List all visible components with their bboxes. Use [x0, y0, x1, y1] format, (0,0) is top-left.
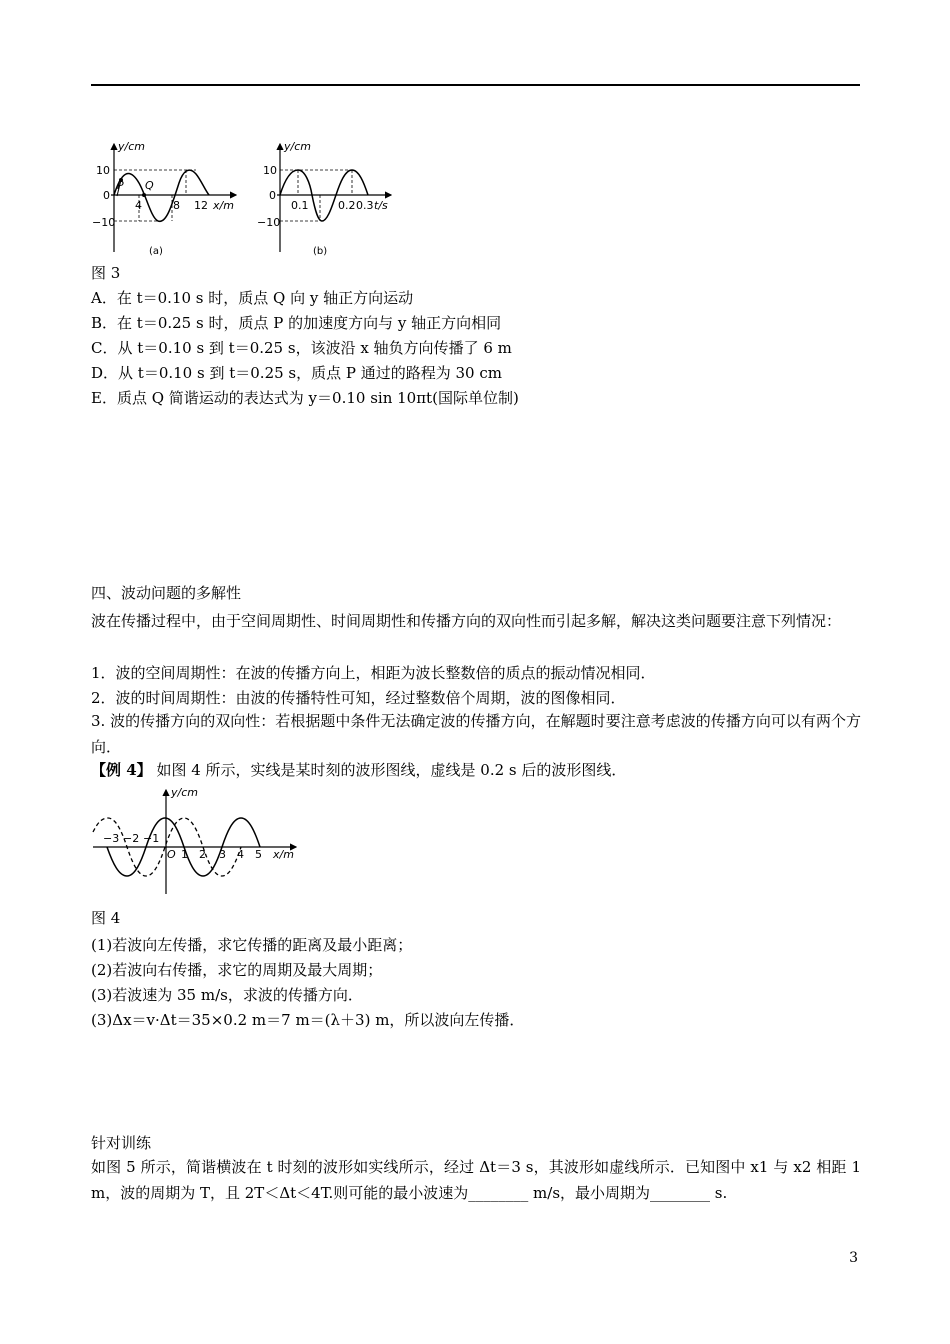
- option-e: E．质点 Q 简谐运动的表达式为 y＝0.10 sin 10πt(国际单位制): [91, 389, 519, 407]
- option-a: A．在 t＝0.10 s 时，质点 Q 向 y 轴正方向运动: [91, 289, 414, 307]
- fig4-x-tick-1: 1: [181, 848, 188, 861]
- example-4-label: 【例 4】: [91, 761, 152, 779]
- fig3a-x-tick-12: 12: [194, 199, 208, 212]
- section-4-intro: 波在传播过程中，由于空间周期性、时间周期性和传播方向的双向性而引起多解，解决这类问题要注意下列情况：: [91, 612, 842, 630]
- fig3a-x-axis: x/m: [213, 199, 234, 212]
- fig4-x-tick-neg3: −3: [103, 832, 120, 845]
- example-4-question-3: (3)若波速为 35 m/s，求波的传播方向．: [91, 986, 363, 1004]
- fig3b-x-axis: t/s: [374, 199, 388, 212]
- figure-3-caption: 图 3: [91, 264, 121, 282]
- figure-3a: [91, 138, 241, 260]
- option-b: B．在 t＝0.25 s 时，质点 P 的加速度方向与 y 轴正方向相同: [91, 314, 502, 332]
- fig3a-y-tick-neg10: −10: [92, 216, 116, 229]
- fig3b-y-tick-0: 0: [269, 189, 276, 202]
- option-c: C．从 t＝0.10 s 到 t＝0.25 s，该波沿 x 轴负方向传播了 6 m: [91, 339, 512, 357]
- fig3b-panel-label: (b): [313, 246, 328, 257]
- option-d: D．从 t＝0.10 s 到 t＝0.25 s，质点 P 通过的路程为 30 cm: [91, 364, 502, 382]
- figure-4: [91, 782, 301, 898]
- figure-4-caption: 图 4: [91, 909, 121, 927]
- fig3b-x-tick-03: 0.3: [356, 199, 374, 212]
- fig4-x-tick-2: 2: [199, 848, 206, 861]
- fig4-x-tick-neg2: −2: [123, 832, 140, 845]
- training-heading: 针对训练: [91, 1134, 152, 1152]
- example-4-answer-3: (3)Δx＝v·Δt＝35×0.2 m＝7 m＝(λ＋3) m，所以波向左传播．: [91, 1011, 525, 1029]
- fig4-origin: O: [167, 848, 176, 861]
- fig4-x-tick-4: 4: [237, 848, 244, 861]
- fig4-x-tick-3: 3: [219, 848, 226, 861]
- fig3b-y-tick-neg10: −10: [257, 216, 281, 229]
- fig3b-x-tick-01: 0.1: [291, 199, 309, 212]
- fig3b-y-tick-10: 10: [263, 164, 277, 177]
- fig3b-y-axis: y/cm: [284, 140, 311, 153]
- fig3a-y-tick-10: 10: [96, 164, 110, 177]
- page-number: 3: [849, 1250, 858, 1266]
- section-4-point-3: 3. 波的传播方向的双向性：若根据题中条件无法确定波的传播方向，在解题时要注意考虑波的传播方向可以有两个方向．: [91, 712, 861, 756]
- fig3a-y-tick-0: 0: [103, 189, 110, 202]
- fig4-x-tick-neg1: −1: [143, 832, 160, 845]
- fig3a-x-tick-4: 4: [135, 199, 142, 212]
- section-4-point-2: 2．波的时间周期性：由波的传播特性可知，经过整数倍个周期，波的图像相同．: [91, 689, 626, 707]
- fig3a-point-q: Q: [145, 179, 154, 192]
- fig3a-panel-label: (a): [149, 246, 163, 257]
- training-text: 如图 5 所示，简谐横波在 t 时刻的波形如实线所示，经过 Δt＝3 s，其波形如虚线所示．已知图中 x1 与 x2 相距 1 m，波的周期为 T，且 2T＜Δt＜4T.则可能的最小波速为________ m/s，最小周期为________ s.: [91, 1158, 861, 1202]
- fig3a-y-axis: y/cm: [118, 140, 145, 153]
- section-4-heading: 四、波动问题的多解性: [91, 584, 242, 602]
- example-4: [91, 760, 626, 780]
- fig3a-x-tick-8: 8: [173, 199, 180, 212]
- header-rule: [91, 84, 860, 86]
- fig4-x-axis: x/m: [273, 848, 294, 861]
- fig3a-point-p: P: [117, 179, 124, 192]
- fig4-y-axis: y/cm: [171, 786, 198, 799]
- figure-3b: [256, 138, 396, 260]
- example-4-question-1: (1)若波向左传播，求它传播的距离及最小距离；: [91, 936, 413, 954]
- section-4-point-1: 1．波的空间周期性：在波的传播方向上，相距为波长整数倍的质点的振动情况相同．: [91, 664, 656, 682]
- example-4-text: 如图 4 所示，实线是某时刻的波形图线，虚线是 0.2 s 后的波形图线．: [156, 761, 627, 779]
- fig3b-x-tick-02: 0.2: [338, 199, 356, 212]
- example-4-question-2: (2)若波向右传播，求它的周期及最大周期；: [91, 961, 383, 979]
- fig4-x-tick-5: 5: [255, 848, 262, 861]
